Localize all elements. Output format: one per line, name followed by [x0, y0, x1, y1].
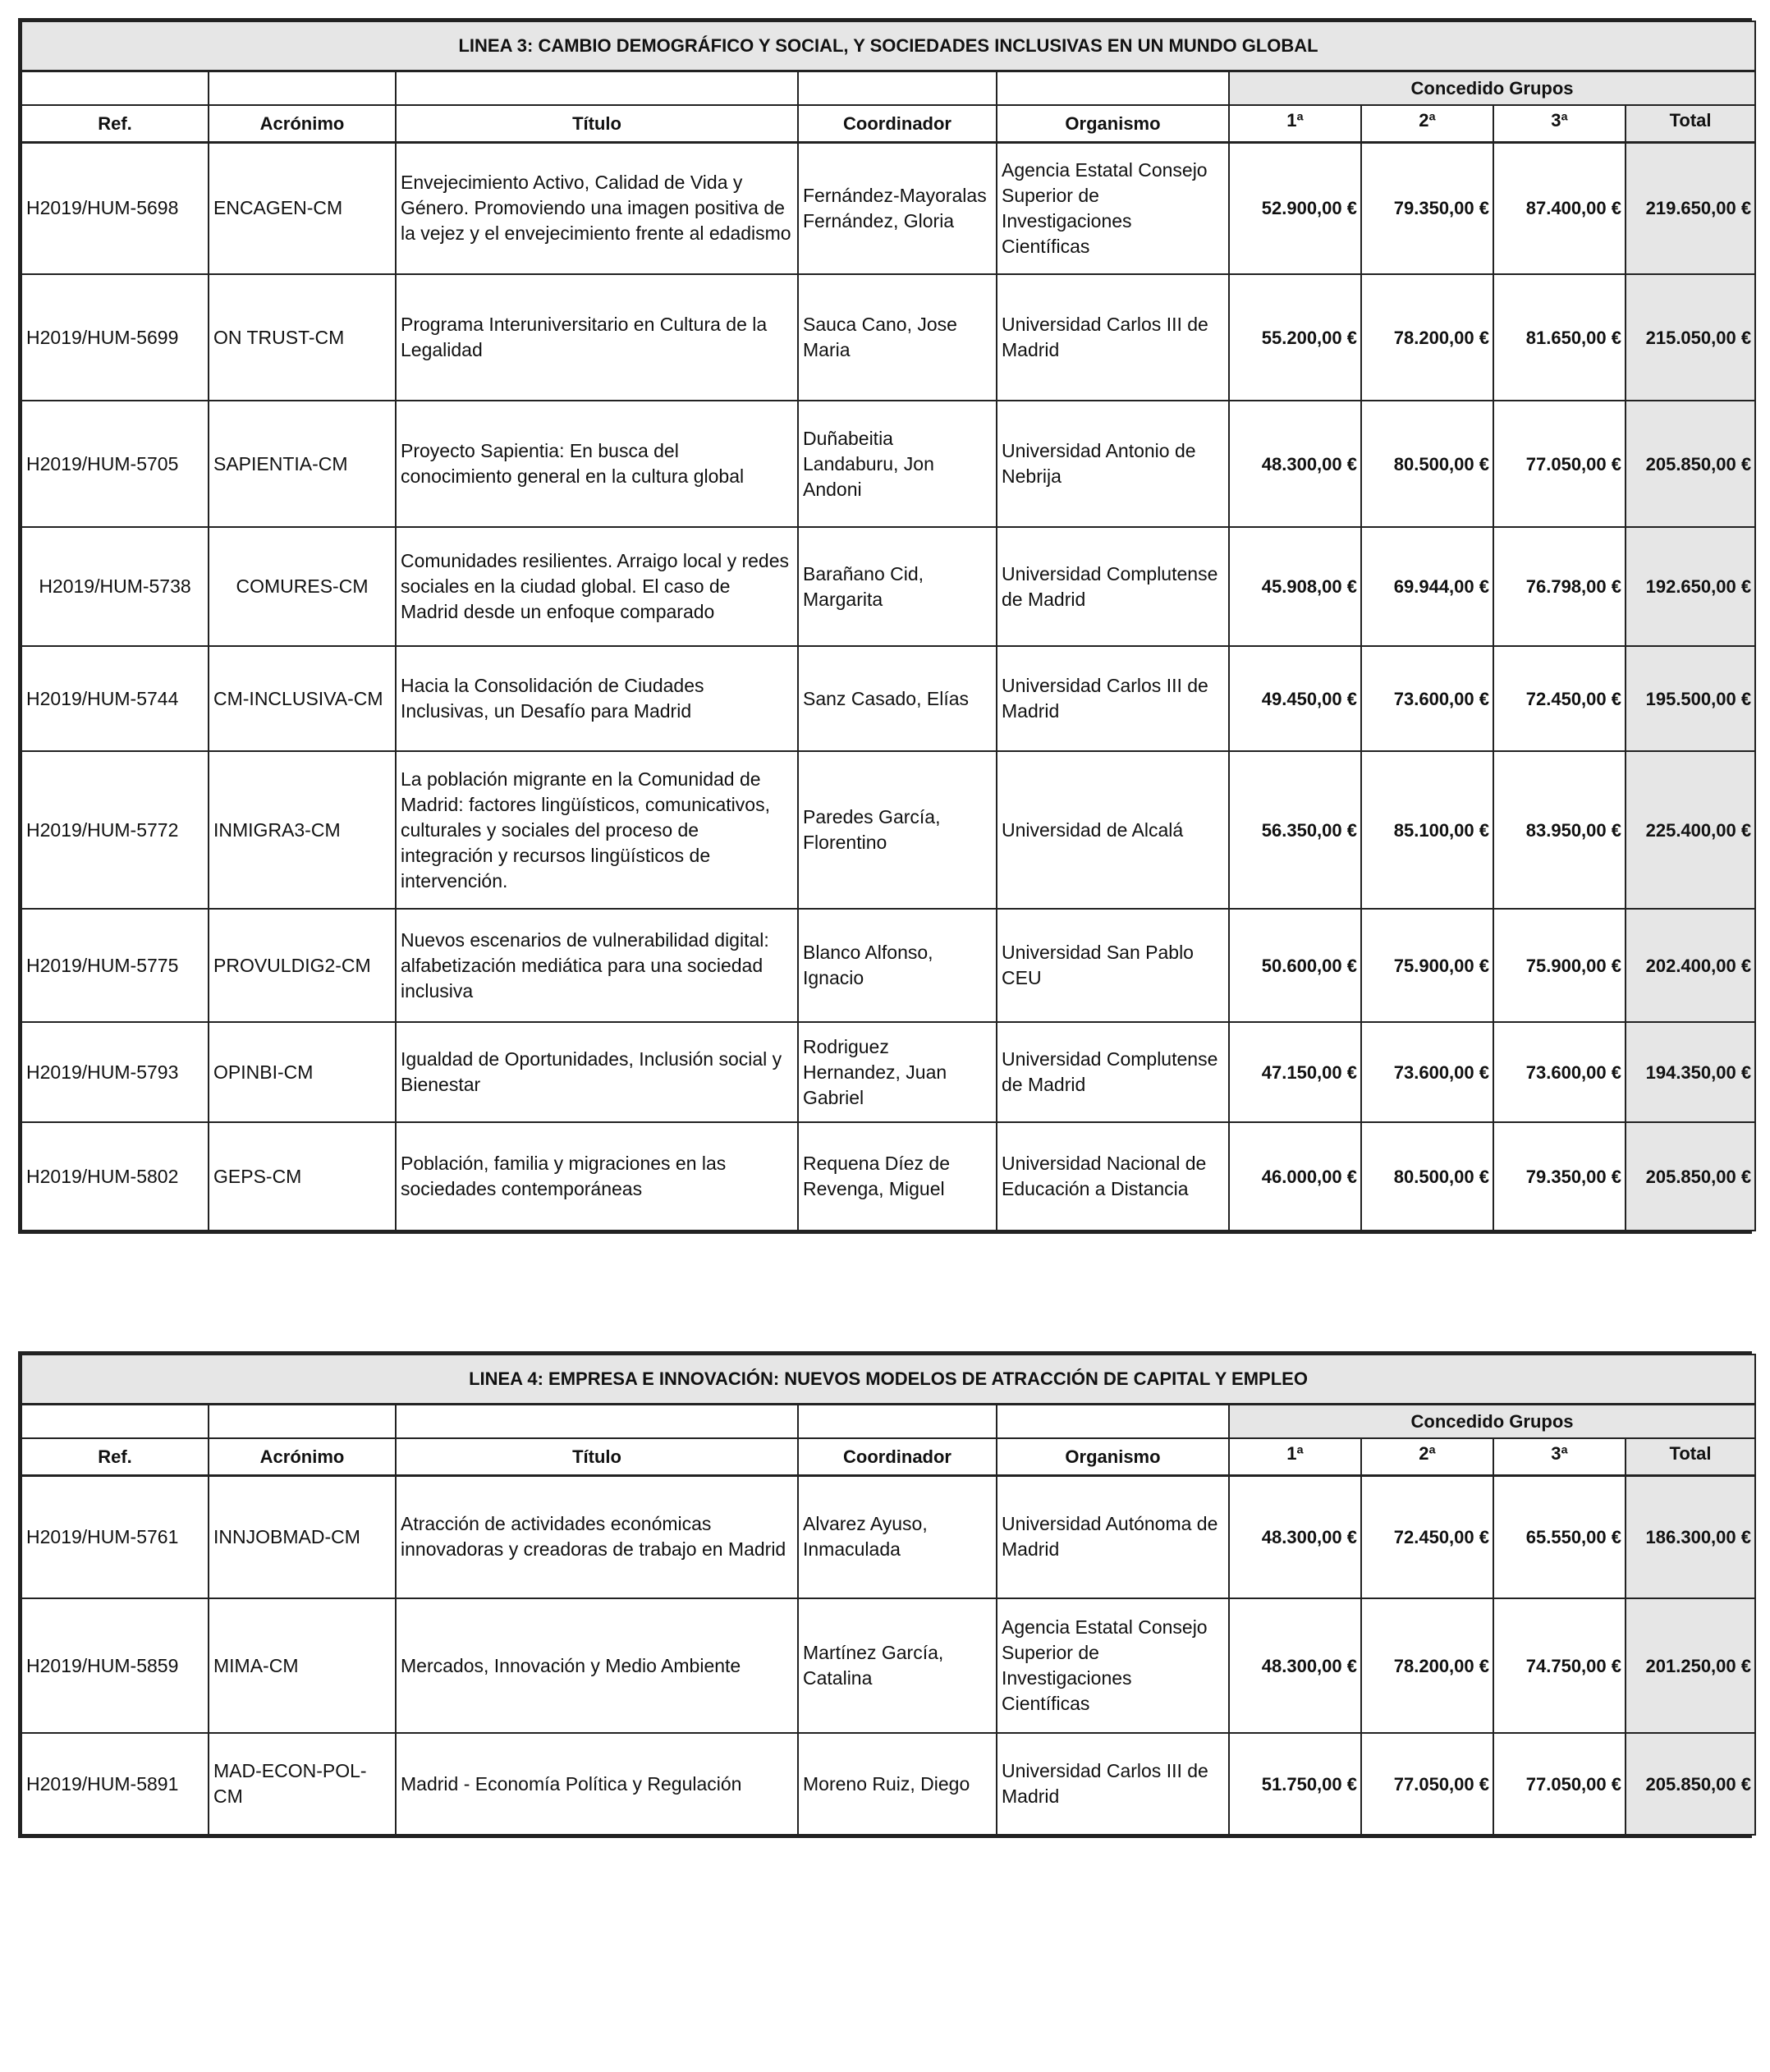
- amount-group-2: 72.450,00 €: [1361, 1475, 1493, 1598]
- amount-group-1: 48.300,00 €: [1229, 1475, 1361, 1598]
- amount-group-1: 48.300,00 €: [1229, 401, 1361, 527]
- acronym-cell: COMURES-CM: [209, 527, 396, 646]
- title-cell: Madrid - Economía Política y Regulación: [396, 1733, 798, 1835]
- coordinator-cell: Requena Díez de Revenga, Miguel: [798, 1122, 997, 1231]
- table-row: [21, 909, 1755, 1022]
- coordinator-cell: Duñabeitia Landaburu, Jon Andoni: [798, 401, 997, 527]
- coordinator-cell: Moreno Ruiz, Diego: [798, 1733, 997, 1835]
- table-row: [21, 274, 1755, 401]
- amount-group-2: 75.900,00 €: [1361, 909, 1493, 1022]
- acronym-cell: OPINBI-CM: [209, 1022, 396, 1122]
- col-header-total: Total: [1626, 105, 1755, 142]
- amount-group-3: 79.350,00 €: [1493, 1122, 1626, 1231]
- amount-group-1: 55.200,00 €: [1229, 274, 1361, 401]
- acronym-cell: MIMA-CM: [209, 1598, 396, 1733]
- amount-total: 201.250,00 €: [1626, 1598, 1755, 1733]
- title-cell: Hacia la Consolidación de Ciudades Inclusivas, un Desafío para Madrid: [396, 646, 798, 751]
- concedido-grupos-header: Concedido Grupos: [1229, 1404, 1755, 1438]
- amount-group-3: 77.050,00 €: [1493, 401, 1626, 527]
- table-title: LINEA 4: EMPRESA E INNOVACIÓN: NUEVOS MODELOS DE ATRACCIÓN DE CAPITAL Y EMPLEO: [21, 1355, 1755, 1404]
- organism-cell: Universidad Nacional de Educación a Distancia: [997, 1122, 1229, 1231]
- acronym-cell: ENCAGEN-CM: [209, 142, 396, 274]
- title-cell: Atracción de actividades económicas innovadoras y creadoras de trabajo en Madrid: [396, 1475, 798, 1598]
- amount-group-3: 76.798,00 €: [1493, 527, 1626, 646]
- amount-group-1: 51.750,00 €: [1229, 1733, 1361, 1835]
- title-cell: Envejecimiento Activo, Calidad de Vida y Género. Promoviendo una imagen positiva de la vejez y el envejecimiento frente al edadismo: [396, 142, 798, 274]
- organism-cell: Agencia Estatal Consejo Superior de Investigaciones Científicas: [997, 142, 1229, 274]
- amount-group-1: 46.000,00 €: [1229, 1122, 1361, 1231]
- table-title: LINEA 3: CAMBIO DEMOGRÁFICO Y SOCIAL, Y SOCIEDADES INCLUSIVAS EN UN MUNDO GLOBAL: [21, 21, 1755, 71]
- col-header-titulo: Título: [396, 1438, 798, 1475]
- amount-group-2: 80.500,00 €: [1361, 401, 1493, 527]
- amount-group-1: 47.150,00 €: [1229, 1022, 1361, 1122]
- amount-group-1: 48.300,00 €: [1229, 1598, 1361, 1733]
- organism-cell: Universidad Complutense de Madrid: [997, 1022, 1229, 1122]
- title-cell: Igualdad de Oportunidades, Inclusión social y Bienestar: [396, 1022, 798, 1122]
- amount-group-3: 83.950,00 €: [1493, 751, 1626, 909]
- organism-cell: Universidad de Alcalá: [997, 751, 1229, 909]
- amount-group-2: 73.600,00 €: [1361, 1022, 1493, 1122]
- table-row: [21, 1022, 1755, 1122]
- ref-cell: H2019/HUM-5793: [21, 1022, 209, 1122]
- table-row: [21, 646, 1755, 751]
- col-header-grupo-2: 2ª: [1361, 105, 1493, 142]
- amount-group-2: 73.600,00 €: [1361, 646, 1493, 751]
- ref-cell: H2019/HUM-5772: [21, 751, 209, 909]
- amount-group-3: 65.550,00 €: [1493, 1475, 1626, 1598]
- title-cell: La población migrante en la Comunidad de Madrid: factores lingüísticos, comunicativos, culturales y sociales del proceso de integración y recursos lingüísticos de intervención.: [396, 751, 798, 909]
- ref-cell: H2019/HUM-5699: [21, 274, 209, 401]
- linea-3-table: [18, 18, 1752, 1234]
- table-row: [21, 401, 1755, 527]
- amount-total: 225.400,00 €: [1626, 751, 1755, 909]
- ref-cell: H2019/HUM-5775: [21, 909, 209, 1022]
- amount-total: 205.850,00 €: [1626, 401, 1755, 527]
- organism-cell: Universidad San Pablo CEU: [997, 909, 1229, 1022]
- organism-cell: Universidad Carlos III de Madrid: [997, 274, 1229, 401]
- table-row: [21, 142, 1755, 274]
- coordinator-cell: Sanz Casado, Elías: [798, 646, 997, 751]
- amount-group-2: 85.100,00 €: [1361, 751, 1493, 909]
- organism-cell: Universidad Complutense de Madrid: [997, 527, 1229, 646]
- col-header-total: Total: [1626, 1438, 1755, 1475]
- amount-group-3: 77.050,00 €: [1493, 1733, 1626, 1835]
- title-cell: Programa Interuniversitario en Cultura de la Legalidad: [396, 274, 798, 401]
- table-row: [21, 527, 1755, 646]
- amount-group-2: 78.200,00 €: [1361, 274, 1493, 401]
- col-header-grupo-2: 2ª: [1361, 1438, 1493, 1475]
- amount-total: 202.400,00 €: [1626, 909, 1755, 1022]
- amount-group-1: 50.600,00 €: [1229, 909, 1361, 1022]
- amount-group-1: 49.450,00 €: [1229, 646, 1361, 751]
- title-cell: Comunidades resilientes. Arraigo local y redes sociales en la ciudad global. El caso de Madrid desde un enfoque comparado: [396, 527, 798, 646]
- title-cell: Proyecto Sapientia: En busca del conocimiento general en la cultura global: [396, 401, 798, 527]
- ref-cell: H2019/HUM-5738: [21, 527, 209, 646]
- amount-group-3: 75.900,00 €: [1493, 909, 1626, 1022]
- amount-total: 205.850,00 €: [1626, 1122, 1755, 1231]
- col-header-coordinador: Coordinador: [798, 105, 997, 142]
- linea-4-table: [18, 1351, 1752, 1838]
- title-cell: Nuevos escenarios de vulnerabilidad digital: alfabetización mediática para una sociedad inclusiva: [396, 909, 798, 1022]
- ref-cell: H2019/HUM-5859: [21, 1598, 209, 1733]
- table-row: [21, 1733, 1755, 1835]
- coordinator-cell: Alvarez Ayuso, Inmaculada: [798, 1475, 997, 1598]
- col-header-titulo: Título: [396, 105, 798, 142]
- amount-total: 219.650,00 €: [1626, 142, 1755, 274]
- organism-cell: Universidad Autónoma de Madrid: [997, 1475, 1229, 1598]
- ref-cell: H2019/HUM-5802: [21, 1122, 209, 1231]
- ref-cell: H2019/HUM-5744: [21, 646, 209, 751]
- col-header-acronimo: Acrónimo: [209, 105, 396, 142]
- coordinator-cell: Sauca Cano, Jose Maria: [798, 274, 997, 401]
- amount-group-3: 73.600,00 €: [1493, 1022, 1626, 1122]
- amount-group-3: 72.450,00 €: [1493, 646, 1626, 751]
- title-cell: Mercados, Innovación y Medio Ambiente: [396, 1598, 798, 1733]
- amount-total: 186.300,00 €: [1626, 1475, 1755, 1598]
- table-row: [21, 1598, 1755, 1733]
- amount-group-2: 80.500,00 €: [1361, 1122, 1493, 1231]
- organism-cell: Universidad Carlos III de Madrid: [997, 646, 1229, 751]
- amount-group-3: 81.650,00 €: [1493, 274, 1626, 401]
- acronym-cell: GEPS-CM: [209, 1122, 396, 1231]
- amount-total: 194.350,00 €: [1626, 1022, 1755, 1122]
- amount-total: 215.050,00 €: [1626, 274, 1755, 401]
- col-header-organismo: Organismo: [997, 105, 1229, 142]
- amount-total: 195.500,00 €: [1626, 646, 1755, 751]
- coordinator-cell: Blanco Alfonso, Ignacio: [798, 909, 997, 1022]
- ref-cell: H2019/HUM-5698: [21, 142, 209, 274]
- amount-group-2: 77.050,00 €: [1361, 1733, 1493, 1835]
- col-header-grupo-3: 3ª: [1493, 105, 1626, 142]
- organism-cell: Agencia Estatal Consejo Superior de Investigaciones Científicas: [997, 1598, 1229, 1733]
- col-header-grupo-3: 3ª: [1493, 1438, 1626, 1475]
- col-header-ref: Ref.: [21, 105, 209, 142]
- acronym-cell: INNJOBMAD-CM: [209, 1475, 396, 1598]
- col-header-organismo: Organismo: [997, 1438, 1229, 1475]
- amount-total: 205.850,00 €: [1626, 1733, 1755, 1835]
- amount-group-1: 52.900,00 €: [1229, 142, 1361, 274]
- acronym-cell: CM-INCLUSIVA-CM: [209, 646, 396, 751]
- table-row: [21, 1475, 1755, 1598]
- col-header-grupo-1: 1ª: [1229, 105, 1361, 142]
- organism-cell: Universidad Antonio de Nebrija: [997, 401, 1229, 527]
- acronym-cell: INMIGRA3-CM: [209, 751, 396, 909]
- table-row: [21, 751, 1755, 909]
- amount-group-2: 79.350,00 €: [1361, 142, 1493, 274]
- ref-cell: H2019/HUM-5891: [21, 1733, 209, 1835]
- coordinator-cell: Barañano Cid, Margarita: [798, 527, 997, 646]
- ref-cell: H2019/HUM-5761: [21, 1475, 209, 1598]
- concedido-grupos-header: Concedido Grupos: [1229, 71, 1755, 105]
- coordinator-cell: Martínez García, Catalina: [798, 1598, 997, 1733]
- col-header-acronimo: Acrónimo: [209, 1438, 396, 1475]
- table-row: [21, 1122, 1755, 1231]
- title-cell: Población, familia y migraciones en las sociedades contemporáneas: [396, 1122, 798, 1231]
- col-header-ref: Ref.: [21, 1438, 209, 1475]
- acronym-cell: ON TRUST-CM: [209, 274, 396, 401]
- coordinator-cell: Paredes García, Florentino: [798, 751, 997, 909]
- amount-group-2: 69.944,00 €: [1361, 527, 1493, 646]
- amount-total: 192.650,00 €: [1626, 527, 1755, 646]
- amount-group-1: 45.908,00 €: [1229, 527, 1361, 646]
- amount-group-2: 78.200,00 €: [1361, 1598, 1493, 1733]
- acronym-cell: PROVULDIG2-CM: [209, 909, 396, 1022]
- col-header-grupo-1: 1ª: [1229, 1438, 1361, 1475]
- coordinator-cell: Rodriguez Hernandez, Juan Gabriel: [798, 1022, 997, 1122]
- organism-cell: Universidad Carlos III de Madrid: [997, 1733, 1229, 1835]
- acronym-cell: SAPIENTIA-CM: [209, 401, 396, 527]
- acronym-cell: MAD-ECON-POL-CM: [209, 1733, 396, 1835]
- amount-group-3: 87.400,00 €: [1493, 142, 1626, 274]
- ref-cell: H2019/HUM-5705: [21, 401, 209, 527]
- amount-group-3: 74.750,00 €: [1493, 1598, 1626, 1733]
- col-header-coordinador: Coordinador: [798, 1438, 997, 1475]
- amount-group-1: 56.350,00 €: [1229, 751, 1361, 909]
- coordinator-cell: Fernández-Mayoralas Fernández, Gloria: [798, 142, 997, 274]
